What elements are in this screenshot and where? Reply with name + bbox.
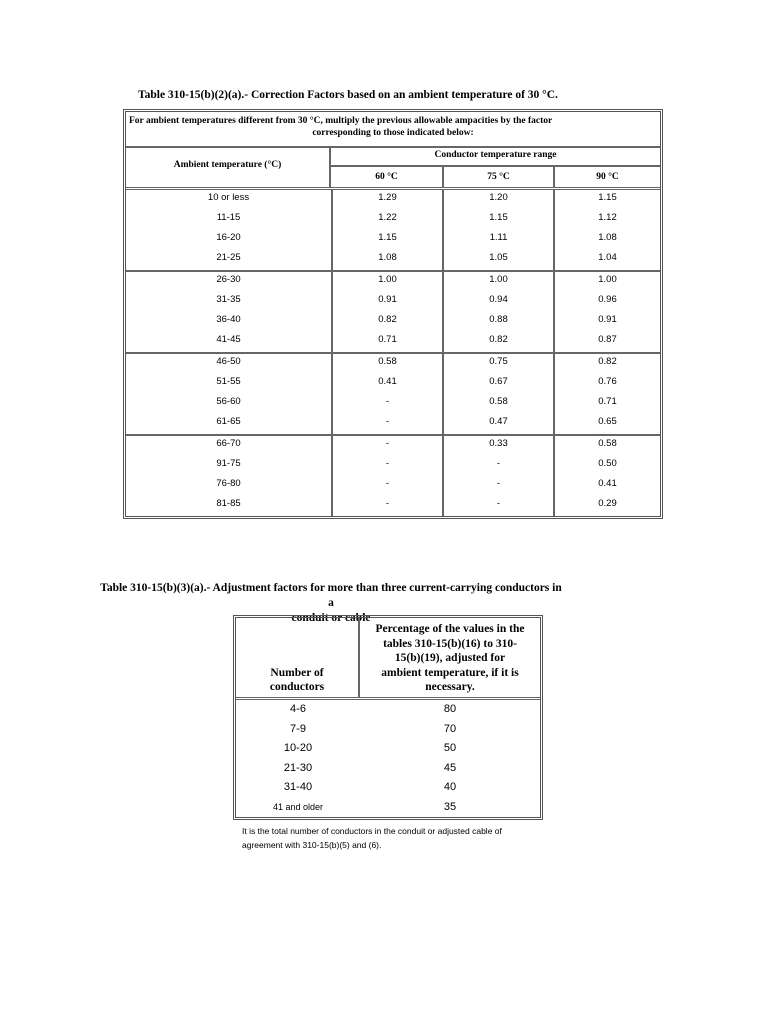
factor-60c-cell: 1.29 xyxy=(331,190,442,210)
factor-90c-cell: 1.15 xyxy=(553,190,660,210)
factor-75c-cell: 0.94 xyxy=(442,292,553,312)
table-row xyxy=(126,496,660,516)
factor-60c-cell: 1.00 xyxy=(331,272,442,292)
table-row xyxy=(236,778,540,798)
factor-60c-cell: - xyxy=(331,456,442,476)
factor-90c-cell: 0.41 xyxy=(553,476,660,496)
factor-75c-cell: 0.58 xyxy=(442,394,553,414)
factor-75c-cell: 1.05 xyxy=(442,250,553,270)
table2-title-line1: Table 310-15(b)(3)(a).- Adjustment factors for more than three current-carrying conductors in a xyxy=(100,582,562,609)
factor-75c-cell: 1.15 xyxy=(442,210,553,230)
pct-header-line1: Percentage of the values in the xyxy=(375,623,525,635)
percentage-cell: 70 xyxy=(443,722,457,735)
number-of-conductors-header xyxy=(236,618,360,697)
ambient-range-cell: 56-60 xyxy=(216,396,241,407)
table1-intro-line2: corresponding to those indicated below: xyxy=(312,128,474,138)
ambient-range-cell: 76-80 xyxy=(216,478,241,489)
ambient-range-cell: 16-20 xyxy=(216,232,241,243)
factor-90c-cell: 0.65 xyxy=(553,414,660,434)
table-row xyxy=(126,414,660,434)
adjustment-factors-table xyxy=(233,615,543,820)
table1-header xyxy=(126,148,660,190)
table-row xyxy=(126,354,660,374)
table1-intro xyxy=(126,112,660,148)
ambient-range-cell: 51-55 xyxy=(216,376,241,387)
factor-60c-cell: - xyxy=(331,476,442,496)
pct-header-line4: ambient temperature, if it is xyxy=(381,666,519,679)
conductor-count-cell: 10-20 xyxy=(283,742,313,754)
table1-title: Table 310-15(b)(2)(a).- Correction Factors based on an ambient temperature of 30 °C. xyxy=(138,89,558,101)
table-row xyxy=(126,230,660,250)
footnote-line2: agreement with 310-15(b)(5) and (6). xyxy=(242,840,382,850)
factor-75c-cell: 0.47 xyxy=(442,414,553,434)
pct-header-line3: 15(b)(19), adjusted for xyxy=(394,652,506,664)
ambient-range-cell: 66-70 xyxy=(216,438,241,449)
table-row xyxy=(126,436,660,456)
table1-row-group xyxy=(126,352,660,434)
factor-75c-cell: 1.11 xyxy=(442,230,553,250)
pct-header-line2: tables 310-15(b)(16) to 310- xyxy=(383,637,517,650)
table1-row-group xyxy=(126,270,660,352)
factor-90c-cell: 0.58 xyxy=(553,436,660,456)
ambient-range-cell: 11-15 xyxy=(216,212,241,223)
col-75c-header: 75 °C xyxy=(442,167,553,187)
percentage-cell: 50 xyxy=(443,742,457,754)
factor-75c-cell: - xyxy=(442,476,553,496)
factor-75c-cell: - xyxy=(442,496,553,516)
factor-90c-cell: 1.00 xyxy=(553,272,660,292)
factor-75c-cell: 1.20 xyxy=(442,190,553,210)
correction-factors-table xyxy=(123,109,663,519)
factor-90c-cell: 0.50 xyxy=(553,456,660,476)
table-row xyxy=(126,456,660,476)
factor-60c-cell: 0.71 xyxy=(331,332,442,352)
table-row xyxy=(126,292,660,312)
table-row xyxy=(236,720,540,740)
factor-60c-cell: 1.08 xyxy=(331,250,442,270)
ambient-range-cell: 91-75 xyxy=(216,458,241,469)
factor-60c-cell: - xyxy=(331,414,442,434)
table1-intro-line1: For ambient temperatures different from 30 °C, multiply the previous allowable ampacities by the factor xyxy=(129,116,553,126)
ambient-range-cell: 81-85 xyxy=(216,498,241,509)
ambient-range-cell: 36-40 xyxy=(216,314,241,325)
percentage-cell: 40 xyxy=(443,781,457,793)
table-row xyxy=(126,250,660,270)
percentage-cell: 80 xyxy=(443,703,457,715)
table-row xyxy=(126,394,660,414)
percentage-cell: 35 xyxy=(443,800,457,813)
factor-90c-cell: 0.96 xyxy=(553,292,660,312)
factor-90c-cell: 1.12 xyxy=(553,210,660,230)
table-row xyxy=(126,272,660,292)
factor-60c-cell: 0.41 xyxy=(331,374,442,394)
ambient-range-cell: 21-25 xyxy=(216,252,241,263)
factor-60c-cell: 0.58 xyxy=(331,354,442,374)
conductor-count-cell: 7-9 xyxy=(290,722,306,735)
ambient-range-cell: 41-45 xyxy=(216,334,241,345)
col-90c-header: 90 °C xyxy=(553,167,660,187)
factor-90c-cell: 1.08 xyxy=(553,230,660,250)
factor-90c-cell: 0.82 xyxy=(553,354,660,374)
table1-row-group xyxy=(126,190,660,270)
factor-90c-cell: 1.04 xyxy=(553,250,660,270)
factor-75c-cell: 0.82 xyxy=(442,332,553,352)
table-row xyxy=(236,759,540,779)
ambient-range-cell: 46-50 xyxy=(216,356,241,367)
factor-60c-cell: - xyxy=(331,394,442,414)
table2-header xyxy=(236,618,540,700)
factor-60c-cell: - xyxy=(331,496,442,516)
table-row xyxy=(126,190,660,210)
factor-60c-cell: - xyxy=(331,436,442,456)
conductor-count-cell: 31-40 xyxy=(283,781,313,793)
percentage-cell: 45 xyxy=(443,761,457,774)
factor-90c-cell: 0.76 xyxy=(553,374,660,394)
ambient-range-cell: 26-30 xyxy=(216,274,241,285)
factor-90c-cell: 0.71 xyxy=(553,394,660,414)
factor-90c-cell: 0.91 xyxy=(553,312,660,332)
ambient-range-cell: 10 or less xyxy=(207,192,250,203)
factor-75c-cell: - xyxy=(442,456,553,476)
table-row xyxy=(126,312,660,332)
factor-75c-cell: 0.88 xyxy=(442,312,553,332)
table-row xyxy=(126,476,660,496)
conductor-count-cell: 21-30 xyxy=(283,761,313,774)
table2-footnote xyxy=(242,824,542,852)
factor-75c-cell: 0.75 xyxy=(442,354,553,374)
factor-75c-cell: 0.67 xyxy=(442,374,553,394)
ambient-temperature-header: Ambient temperature (°C) xyxy=(126,148,331,187)
table-row xyxy=(236,739,540,759)
number-header-line2: conductors xyxy=(269,681,325,693)
table-row xyxy=(126,332,660,352)
table2-body xyxy=(236,700,540,817)
table1-body xyxy=(126,190,660,516)
conductor-range-header: Conductor temperature range xyxy=(331,148,660,167)
factor-75c-cell: 0.33 xyxy=(442,436,553,456)
conductor-count-cell: 41 and older xyxy=(272,801,324,812)
factor-60c-cell: 1.15 xyxy=(331,230,442,250)
factor-75c-cell: 1.00 xyxy=(442,272,553,292)
table-row xyxy=(236,700,540,720)
footnote-line1: It is the total number of conductors in the conduit or adjusted cable of xyxy=(242,826,502,836)
table-row xyxy=(126,374,660,394)
number-header-line1: Number of xyxy=(270,667,324,679)
factor-60c-cell: 0.82 xyxy=(331,312,442,332)
factor-60c-cell: 1.22 xyxy=(331,210,442,230)
table-row xyxy=(236,798,540,818)
table1-row-group xyxy=(126,434,660,516)
factor-60c-cell: 0.91 xyxy=(331,292,442,312)
table-row xyxy=(126,210,660,230)
table2-title-line2: conduit or cable xyxy=(291,612,371,624)
percentage-header xyxy=(360,618,540,697)
ambient-range-cell: 31-35 xyxy=(216,294,241,305)
pct-header-line5: necessary. xyxy=(425,681,475,693)
col-60c-header: 60 °C xyxy=(375,172,398,182)
factor-90c-cell: 0.87 xyxy=(553,332,660,352)
factor-90c-cell: 0.29 xyxy=(553,496,660,516)
ambient-range-cell: 61-65 xyxy=(216,416,241,427)
conductor-count-cell: 4-6 xyxy=(290,703,306,715)
